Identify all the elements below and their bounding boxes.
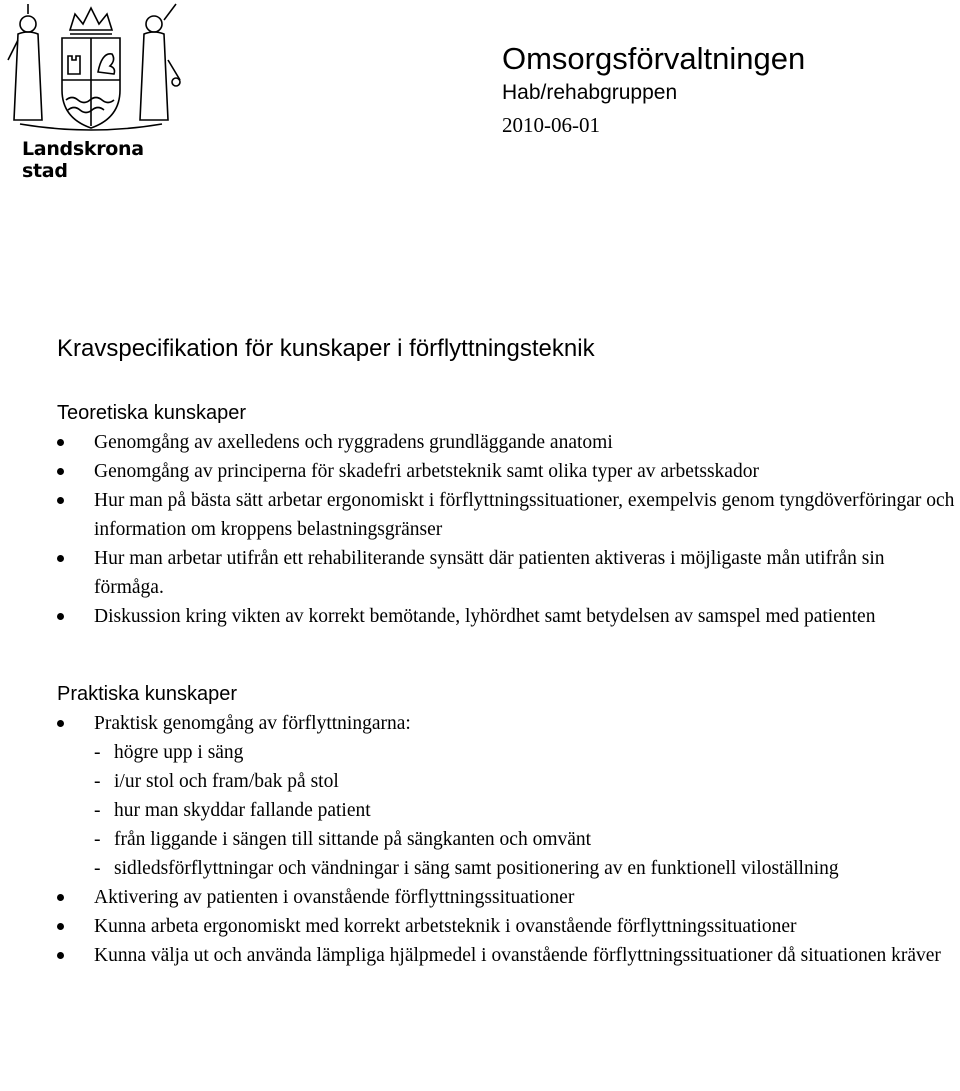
sub-list-item-text: i/ur stol och fram/bak på stol [114,771,339,792]
list-item [57,883,957,912]
dash-mark: - [94,771,101,792]
bullet-icon [57,613,64,620]
section-title-practice: Praktiska kunskaper [57,683,238,705]
sub-list-item-text: högre upp i säng [114,742,244,763]
sub-list-item [94,854,957,883]
sub-list-item [94,796,957,825]
list-item [57,912,957,941]
bullet-icon [57,468,64,475]
sub-list [94,738,957,883]
list-item-text: Hur man på bästa sätt arbetar ergonomiskt i förflyttningssituationer, exempelvis genom tyngdöverföringar och information om kroppens belastningsgränser [94,490,955,540]
organization-name: Omsorgsförvaltningen [502,41,806,76]
sub-list-item [94,767,957,796]
list-item [57,486,957,544]
list-item [57,941,957,970]
sub-list-item [94,825,957,854]
bullet-icon [57,720,64,727]
bullet-icon [57,497,64,504]
list-item-text: Diskussion kring vikten av korrekt bemötande, lyhördhet samt betydelsen av samspel med patienten [94,606,876,627]
dash-mark: - [94,742,101,763]
theory-list [57,428,957,631]
list-item-text: Kunna arbeta ergonomiskt med korrekt arbetsteknik i ovanstående förflyttningssituationer [94,916,797,937]
bullet-icon [57,894,64,901]
list-item-text: Praktisk genomgång av förflyttningarna: [94,713,411,734]
practice-list [57,709,957,970]
list-item [57,709,957,883]
section-title-theory: Teoretiska kunskaper [57,402,246,424]
landskrona-logo [0,0,182,182]
bullet-icon [57,952,64,959]
list-item-text: Genomgång av axelledens och ryggradens grundläggande anatomi [94,432,613,453]
list-item-text: Hur man arbetar utifrån ett rehabiliterande synsätt där patienten aktiveras i möjligaste mån utifrån sin förmåga. [94,548,885,598]
sub-list-item [94,738,957,767]
list-item [57,544,957,602]
list-item [57,457,957,486]
coat-of-arms-icon [0,0,182,140]
list-item-text: Genomgång av principerna för skadefri arbetsteknik samt olika typer av arbetsskador [94,461,759,482]
dash-mark: - [94,800,101,821]
document-date: 2010-06-01 [502,113,600,137]
sub-list-item-text: hur man skyddar fallande patient [114,800,371,821]
logo-text: Landskrona stad [22,138,144,182]
dash-mark: - [94,829,101,850]
document-body [57,332,957,970]
list-item-text: Aktivering av patienten i ovanstående förflyttningssituationer [94,887,575,908]
list-item-text: Kunna välja ut och använda lämpliga hjälpmedel i ovanstående förflyttningssituationer då situationen kräver [94,945,941,966]
unit-name: Hab/rehabgruppen [502,81,678,104]
header-block [502,40,805,142]
section-spacer [57,631,957,679]
sub-list-item-text: sidledsförflyttningar och vändningar i säng samt positionering av en funktionell viloställning [114,858,839,879]
bullet-icon [57,439,64,446]
dash-mark: - [94,858,101,879]
bullet-icon [57,923,64,930]
sub-list-item-text: från liggande i sängen till sittande på sängkanten och omvänt [114,829,592,850]
bullet-icon [57,555,64,562]
document-title: Kravspecifikation för kunskaper i förflyttningsteknik [57,335,595,362]
list-item [57,428,957,457]
list-item [57,602,957,631]
